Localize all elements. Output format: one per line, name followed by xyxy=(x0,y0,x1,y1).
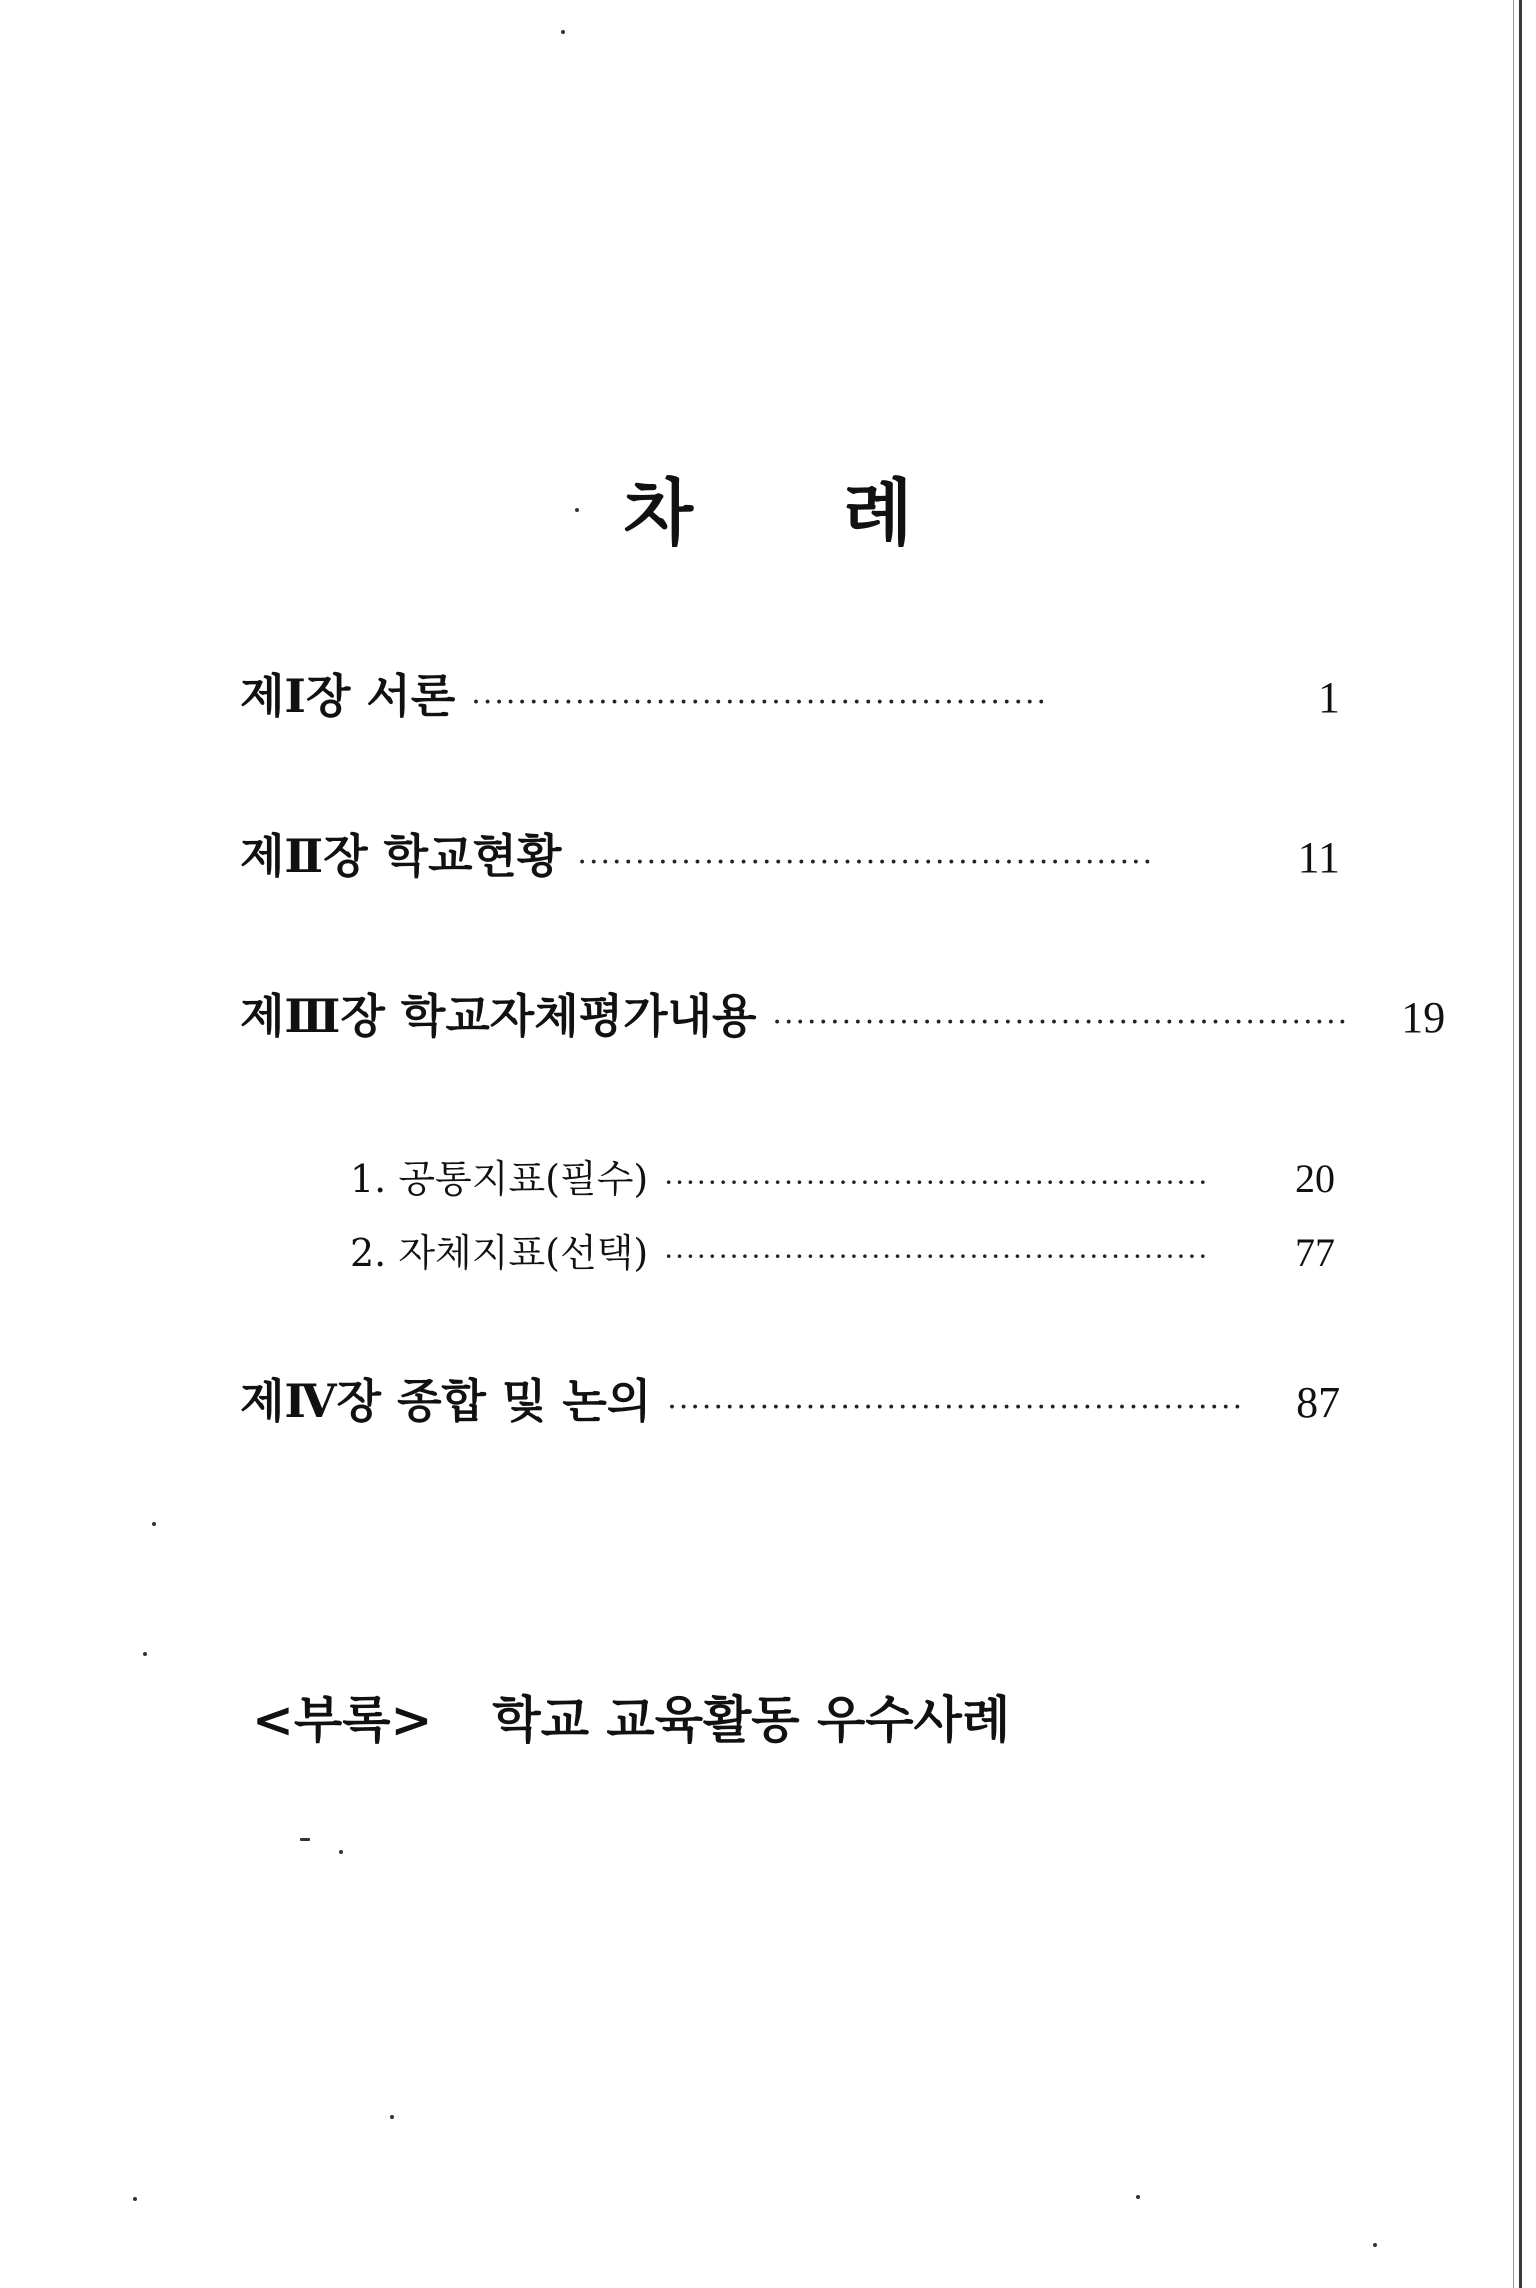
toc-dot-leader: ·················································· xyxy=(471,685,1049,720)
toc-section-label: 1. 공통지표(필수) xyxy=(350,1157,649,1201)
toc-chapter-2[interactable] xyxy=(240,820,1340,886)
toc-chapter-4[interactable] xyxy=(240,1365,1340,1431)
toc-chapter-1[interactable] xyxy=(240,660,1340,726)
toc-dot-leader: ·················································· xyxy=(667,1390,1245,1425)
toc-page-number: 11 xyxy=(1297,833,1340,882)
appendix-tag: <부록> xyxy=(252,1690,433,1749)
scan-speck xyxy=(143,1652,147,1656)
scan-speck xyxy=(561,30,565,34)
appendix-title: 학교 교육활동 우수사례 xyxy=(492,1690,1011,1749)
appendix-entry[interactable] xyxy=(252,1680,1010,1752)
toc-chapter-3[interactable] xyxy=(240,980,1446,1046)
toc-page-number: 1 xyxy=(1318,673,1340,722)
toc-chapter-label: 제Ⅱ장 학교현황 xyxy=(240,829,562,883)
page-title-first: 차 xyxy=(623,470,693,555)
toc-page-number: 20 xyxy=(1295,1156,1335,1201)
scan-speck xyxy=(1136,2195,1140,2199)
scan-speck xyxy=(390,2115,394,2119)
toc-chapter-label: 제Ⅲ장 학교자체평가내용 xyxy=(240,989,757,1043)
toc-chapter-label: 제Ⅰ장 서론 xyxy=(240,669,456,723)
toc-dot-leader: ·················································· xyxy=(664,1240,1210,1273)
page-edge-line-inner xyxy=(1513,0,1514,2288)
page-title-second: 례 xyxy=(843,470,913,555)
page-title xyxy=(0,455,1536,559)
scan-speck xyxy=(133,2197,137,2201)
toc-chapter-label: 제Ⅳ장 종합 및 논의 xyxy=(240,1374,652,1428)
toc-dot-leader: ·················································· xyxy=(577,845,1155,880)
scan-speck xyxy=(152,1522,156,1526)
scan-speck xyxy=(1373,2243,1377,2247)
toc-page-number: 19 xyxy=(1401,993,1446,1042)
page-edge-line xyxy=(1519,0,1522,2288)
toc-page-number: 77 xyxy=(1295,1230,1335,1275)
scan-speck xyxy=(300,1838,310,1841)
scan-speck xyxy=(339,1850,343,1854)
toc-page-number: 87 xyxy=(1296,1378,1341,1427)
toc-dot-leader: ·················································· xyxy=(664,1166,1210,1199)
toc-section-2[interactable] xyxy=(350,1222,1335,1277)
toc-dot-leader: ·················································· xyxy=(772,1005,1350,1040)
toc-section-label: 2. 자체지표(선택) xyxy=(350,1231,649,1275)
toc-section-1[interactable] xyxy=(350,1148,1335,1203)
